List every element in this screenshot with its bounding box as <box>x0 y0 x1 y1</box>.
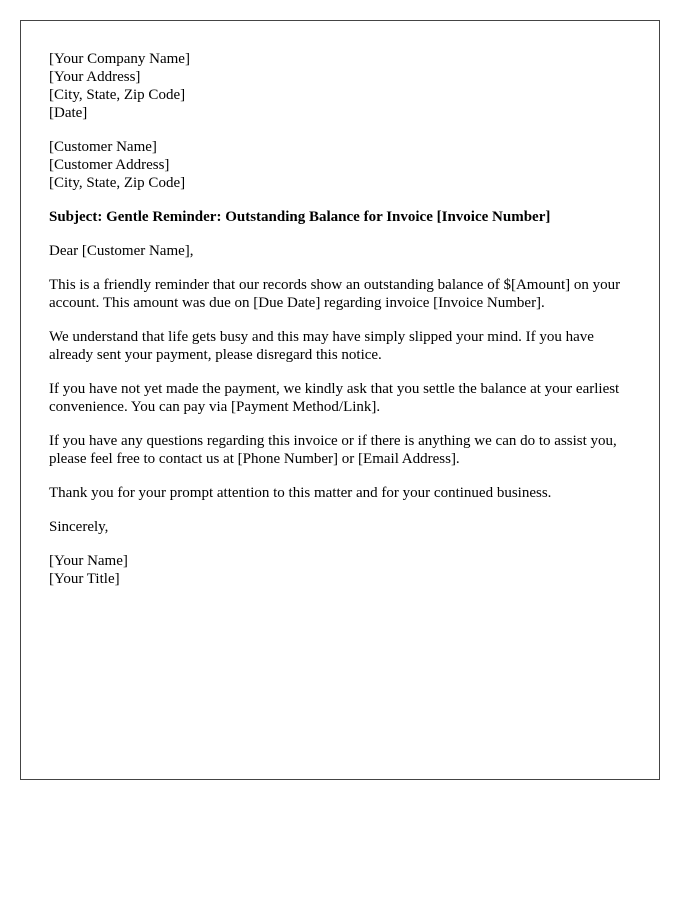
sender-block <box>49 50 639 122</box>
letter-content <box>49 50 639 604</box>
body-paragraph-3: If you have not yet made the payment, we kindly ask that you settle the balance at your earliest convenience. You can pay via [Payment Method/Link]. <box>49 381 620 415</box>
signature-title: [Your Title] <box>49 571 120 587</box>
sender-company: [Your Company Name] <box>49 51 190 67</box>
closing: Sincerely, <box>49 519 109 535</box>
signature-name: [Your Name] <box>49 553 128 569</box>
body-paragraph-4: If you have any questions regarding this invoice or if there is anything we can do to assist you, please feel free to contact us at [Phone Number] or [Email Address]. <box>49 433 617 467</box>
subject-line: Subject: Gentle Reminder: Outstanding Balance for Invoice [Invoice Number] <box>49 209 551 225</box>
recipient-city-state-zip: [City, State, Zip Code] <box>49 175 186 191</box>
body-paragraph-1: This is a friendly reminder that our records show an outstanding balance of $[Amount] on your account. This amount was due on [Due Date] regarding invoice [Invoice Number]. <box>49 277 621 311</box>
letter-page <box>20 20 660 780</box>
body-paragraph-5: Thank you for your prompt attention to this matter and for your continued business. <box>49 485 552 501</box>
sender-city-state-zip: [City, State, Zip Code] <box>49 87 186 103</box>
signature-block <box>49 552 639 588</box>
sender-address: [Your Address] <box>49 69 141 85</box>
salutation: Dear [Customer Name], <box>49 243 194 259</box>
recipient-block <box>49 138 639 192</box>
letter-date: [Date] <box>49 105 88 121</box>
recipient-name: [Customer Name] <box>49 139 157 155</box>
body-paragraph-2: We understand that life gets busy and this may have simply slipped your mind. If you have already sent your payment, please disregard this notice. <box>49 329 594 363</box>
recipient-address: [Customer Address] <box>49 157 170 173</box>
